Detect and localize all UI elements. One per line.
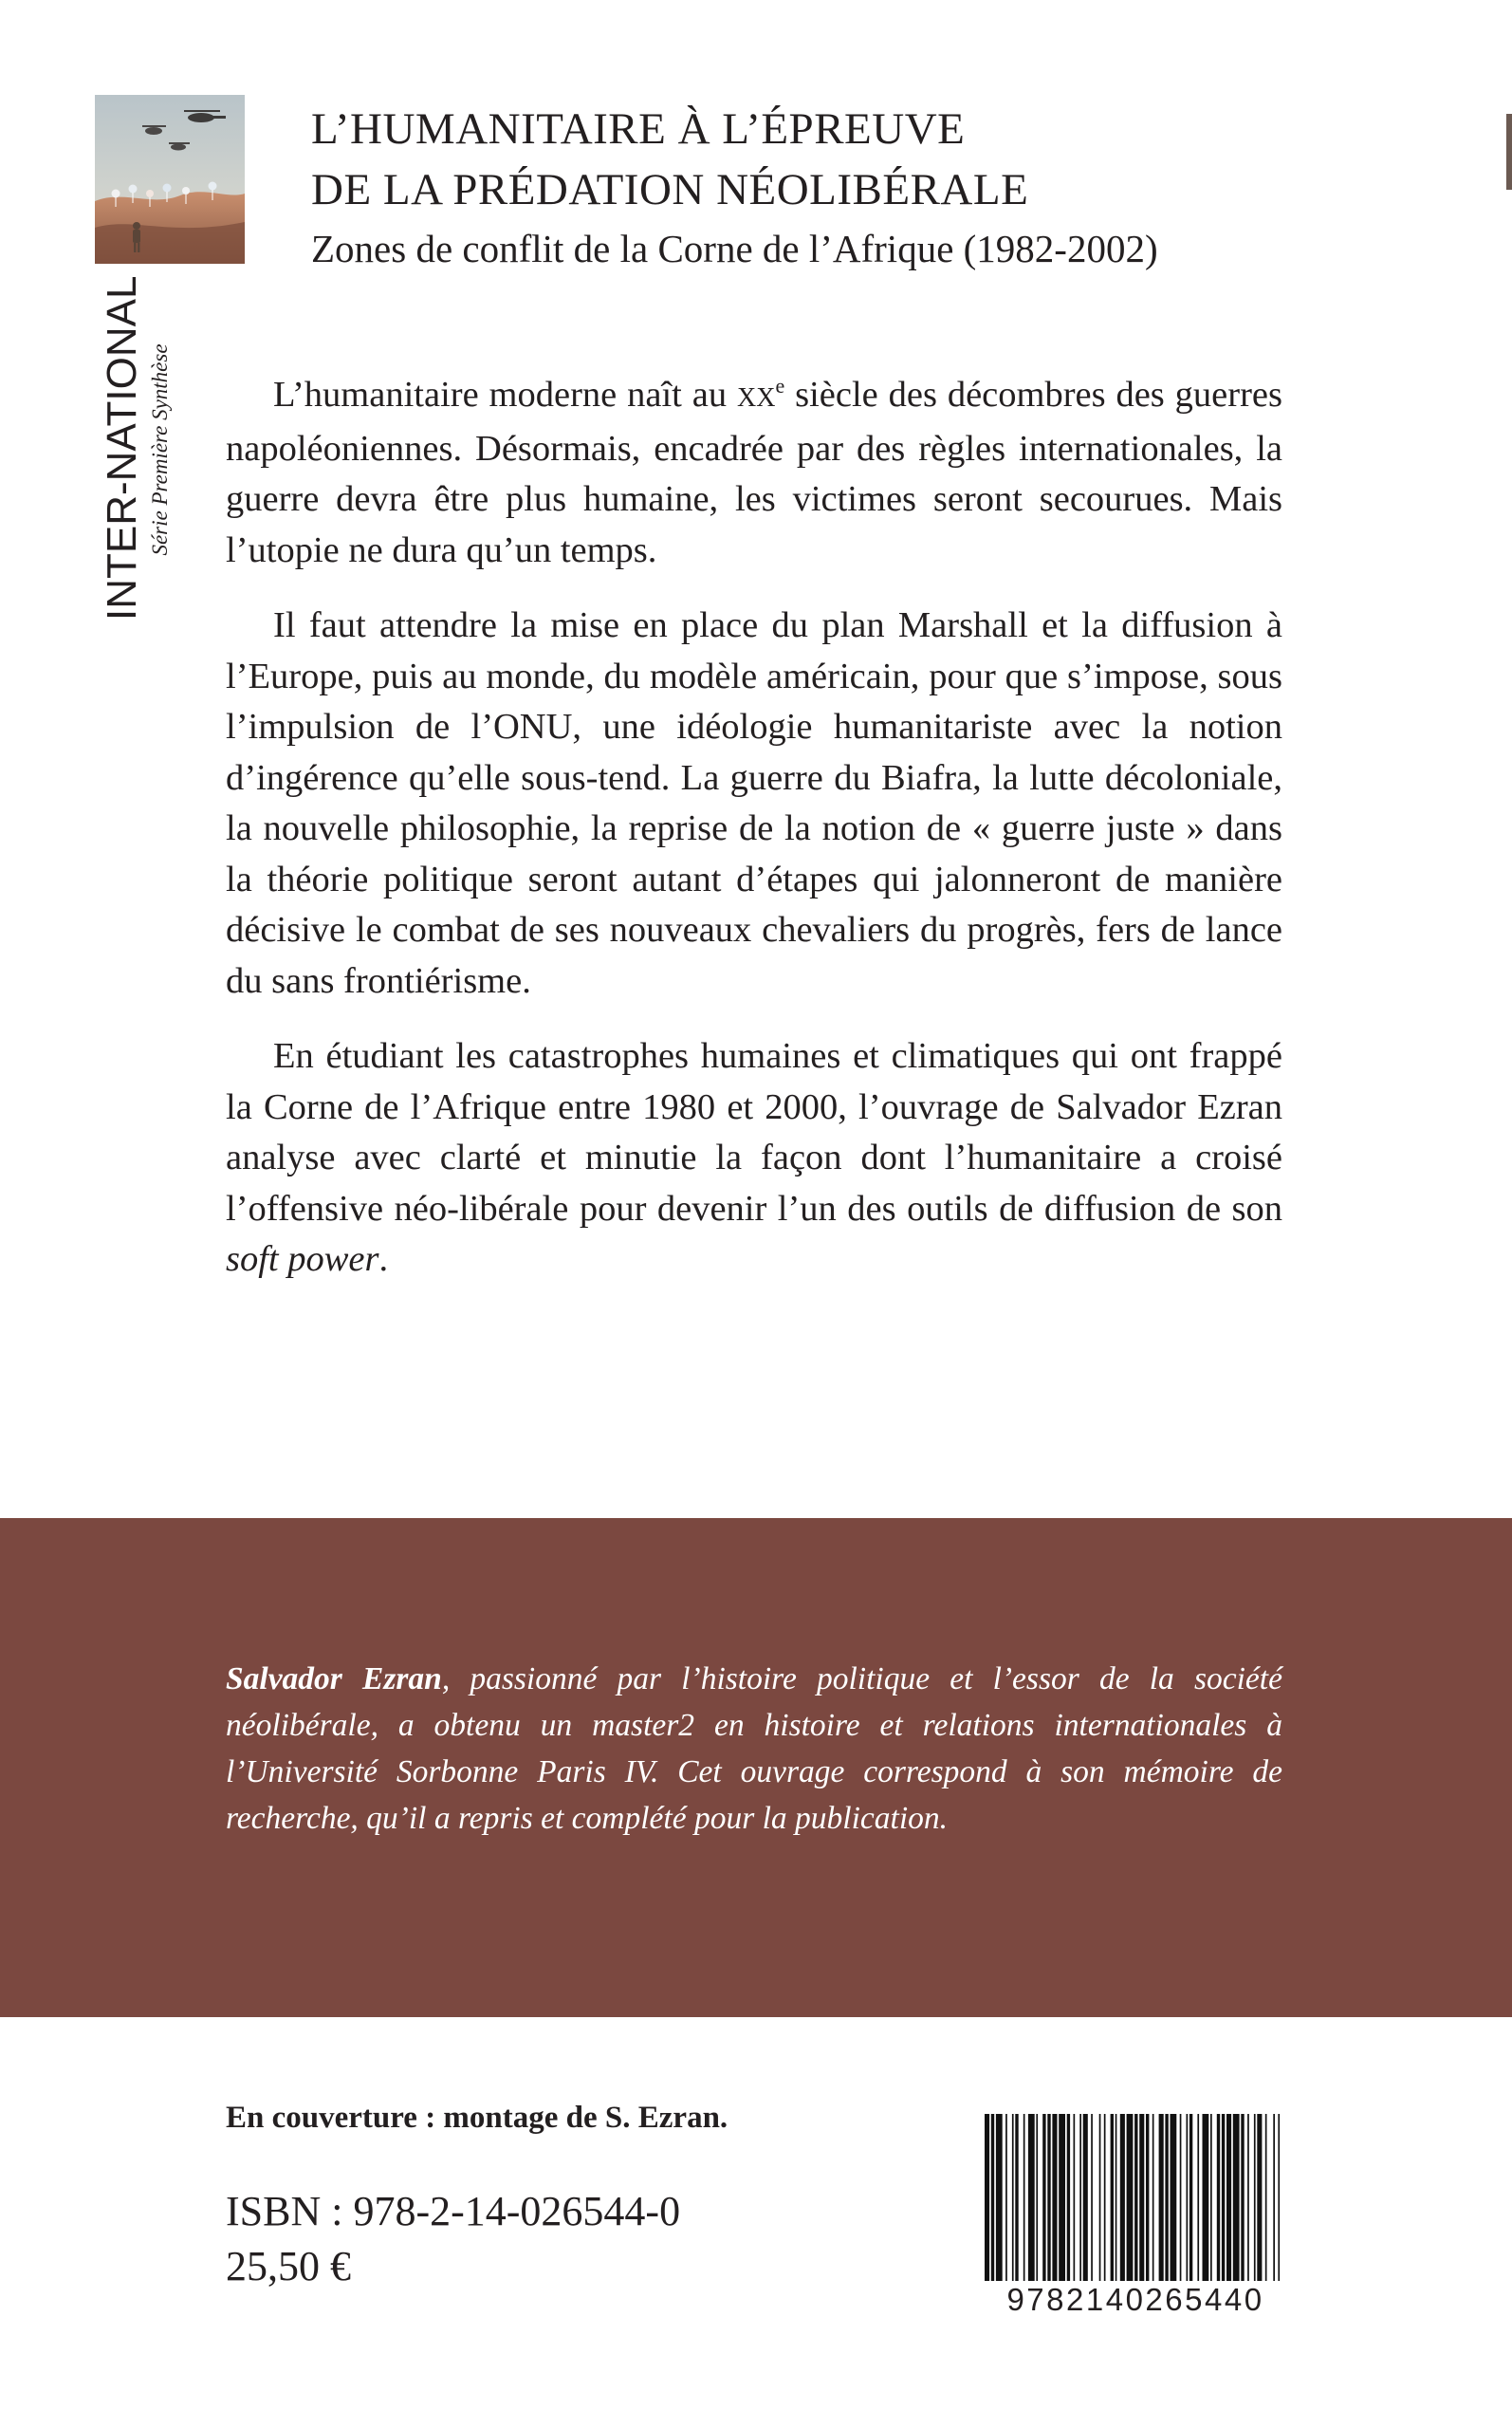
barcode-bar	[1111, 2114, 1114, 2281]
barcode-bar	[1059, 2114, 1065, 2281]
p1-after: siècle des décombres des guerres napoléoniennes. Désormais, encadrée par des règles internationales, la guerre devra être plus humaine, les victimes seront secourues. Mais l’utopie ne dura qu’un temps.	[226, 375, 1282, 570]
barcode-bar	[1152, 2114, 1154, 2281]
barcode-bar	[1067, 2114, 1070, 2281]
barcode-bar	[1116, 2114, 1117, 2281]
barcode-bar	[1028, 2114, 1035, 2281]
barcode	[979, 2114, 1292, 2323]
barcode-bar	[1052, 2114, 1057, 2281]
barcode-bar	[1023, 2114, 1025, 2281]
series-name: INTER-NATIONAL	[99, 275, 145, 621]
barcode-bar	[1217, 2114, 1220, 2281]
p3-main: En étudiant les catastrophes humaines et climatiques qui ont frappé la Corne de l’Afrique entre 1980 et 2000, l’ouvrage de Salvador Ezran analyse avec clarté et minutie la façon dont l’humanitaire a croisé l’offensive néo-libérale pour devenir l’un des outils de diffusion de son	[226, 1036, 1282, 1229]
barcode-bar	[1036, 2114, 1038, 2281]
barcode-bar	[1047, 2114, 1050, 2281]
barcode-bar	[1254, 2114, 1256, 2281]
barcode-bars	[979, 2114, 1292, 2281]
edge-color-strip	[1506, 114, 1512, 190]
cover-thumbnail-image	[95, 95, 245, 264]
barcode-bar	[991, 2114, 994, 2281]
barcode-bar	[1005, 2114, 1007, 2281]
barcode-bar	[1171, 2114, 1177, 2281]
barcode-bar	[1165, 2114, 1168, 2281]
barcode-bar	[1197, 2114, 1199, 2281]
barcode-bar	[985, 2114, 989, 2281]
barcode-bar	[1074, 2114, 1076, 2281]
p3-italic: soft power	[226, 1239, 379, 1279]
barcode-bar	[1226, 2114, 1231, 2281]
barcode-bar	[1222, 2114, 1225, 2281]
author-bio	[226, 1656, 1282, 1842]
author-band	[0, 1518, 1512, 2017]
barcode-bar	[1139, 2114, 1144, 2281]
blurb-paragraph-1	[226, 370, 1282, 576]
barcode-bar	[1042, 2114, 1045, 2281]
barcode-bar	[1247, 2114, 1249, 2281]
barcode-bar	[1079, 2114, 1081, 2281]
series-logo	[93, 275, 180, 622]
series-subtitle: Série Première Synthèse	[148, 343, 172, 556]
blurb-paragraph-2: Il faut attendre la mise en place du plan Marshall et la diffusion à l’Europe, puis au monde, du modèle américain, pour que s’impose, sous l’impulsion de l’ONU, une idéologie humanitariste avec la notion d’ingérence qu’elle sous-tend. La guerre du Biafra, la lutte décoloniale, la nouvelle philosophie, la reprise de la notion de « guerre juste » dans la théorie politique seront autant d’étapes qui jalonneront de manière décisive le combat de ses nouveaux chevaliers du progrès, fers de lance du sans frontiérisme.	[226, 605, 1282, 1001]
barcode-bar	[1241, 2114, 1244, 2281]
barcode-bar	[1273, 2114, 1275, 2281]
century-numeral: XX	[736, 383, 776, 413]
barcode-bar	[1012, 2114, 1014, 2281]
barcode-bar	[1159, 2114, 1164, 2281]
barcode-bar	[1278, 2114, 1280, 2281]
title-line-1: L’HUMANITAIRE À L’ÉPREUVE	[311, 104, 966, 154]
barcode-bar	[1233, 2114, 1240, 2281]
price-label: 25,50 €	[226, 2243, 351, 2289]
barcode-bar	[1203, 2114, 1209, 2281]
barcode-bar	[1134, 2114, 1137, 2281]
barcode-bar	[1187, 2114, 1189, 2281]
title-line-2: DE LA PRÉDATION NÉOLIBÉRALE	[311, 165, 1029, 214]
title-block	[311, 99, 1392, 277]
barcode-bar	[1127, 2114, 1134, 2281]
barcode-bar	[1265, 2114, 1267, 2281]
barcode-bar	[996, 2114, 1003, 2281]
cover-credit: En couverture : montage de S. Ezran.	[226, 2101, 728, 2135]
century-superscript: e	[775, 374, 785, 398]
barcode-bar	[1091, 2114, 1093, 2281]
isbn-label: ISBN : 978-2-14-026544-0	[226, 2188, 681, 2234]
blurb-paragraph-3	[226, 1031, 1282, 1286]
barcode-bar	[1210, 2114, 1212, 2281]
book-subtitle: Zones de conflit de la Corne de l’Afrique (1982-2002)	[311, 227, 1158, 270]
p1-before: L’humanitaire moderne naît au	[273, 375, 737, 415]
barcode-bar	[1104, 2114, 1106, 2281]
barcode-digits: 9782140265440	[1006, 2282, 1264, 2317]
p3-end: .	[378, 1239, 389, 1279]
barcode-bar	[1120, 2114, 1125, 2281]
author-name: Salvador Ezran	[226, 1661, 442, 1696]
barcode-bar	[1099, 2114, 1101, 2281]
barcode-bar	[1257, 2114, 1262, 2281]
barcode-bar	[1189, 2114, 1192, 2281]
back-cover-blurb	[226, 370, 1282, 1310]
author-bio-text: , passionné par l’histoire politique et l’essor de la société néolibérale, a obtenu un master2 en histoire et relations internationales à l’Université Sorbonne Paris IV. Cet ouvrage correspond à son mémoire de recherche, qu’il a repris et complété pour la publication.	[226, 1661, 1282, 1836]
barcode-bar	[1146, 2114, 1149, 2281]
barcode-bar	[1015, 2114, 1018, 2281]
barcode-bar	[1180, 2114, 1182, 2281]
barcode-bar	[1083, 2114, 1088, 2281]
